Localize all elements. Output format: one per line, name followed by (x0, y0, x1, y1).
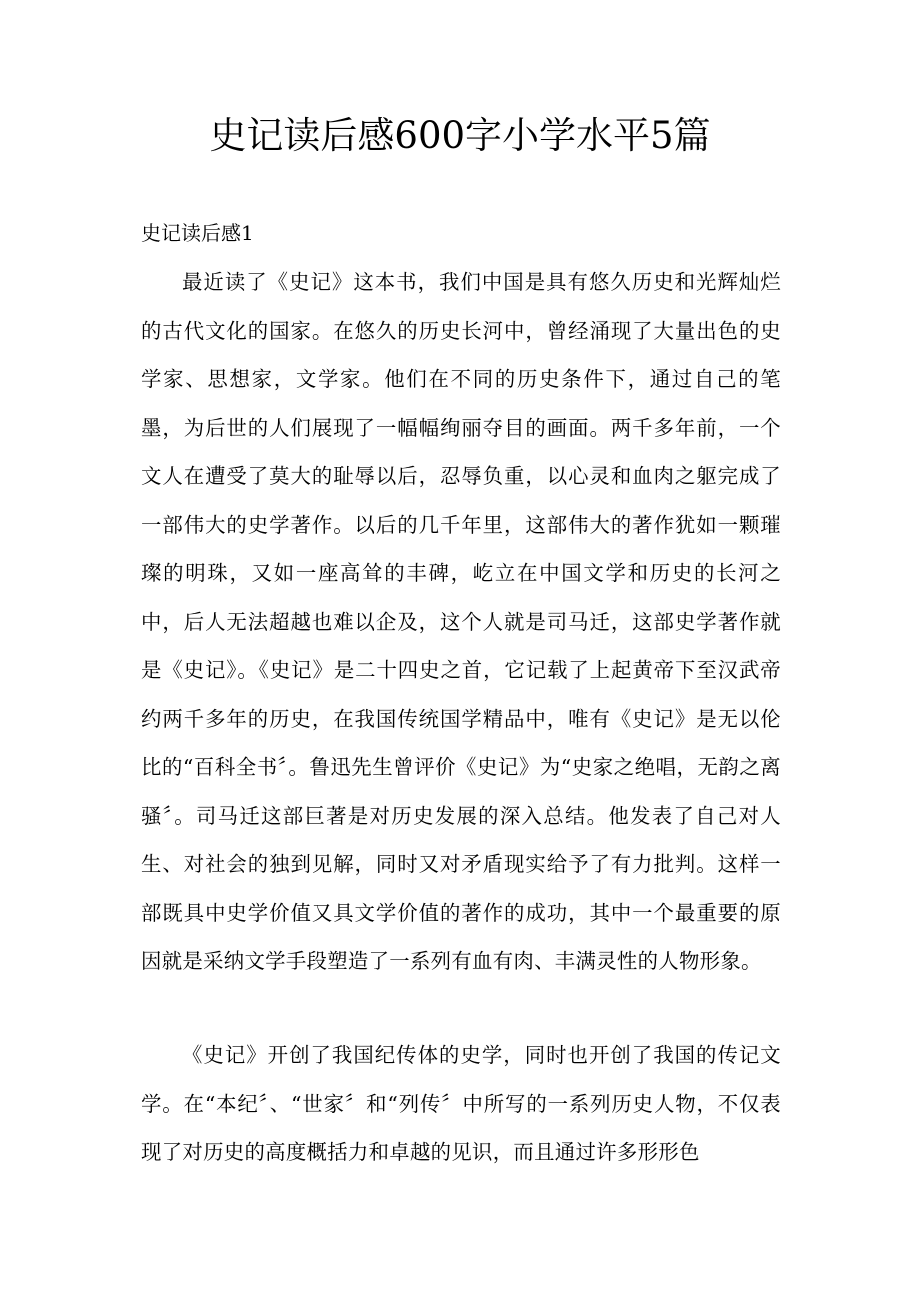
body-paragraph: 最近读了《史记》这本书，我们中国是具有悠久历史和光辉灿烂的古代文化的国家。在悠久的历史长河中，曾经涌现了大量出色的史学家、思想家，文学家。他们在不同的历史条件下，通过自己的笔墨，为后世的人们展现了一幅幅绚丽夺目的画面。两千多年前，一个文人在遭受了莫大的耻辱以后，忍辱负重，以心灵和血肉之躯完成了一部伟大的史学著作。以后的几千年里，这部伟大的著作犹如一颗璀璨的明珠，又如一座高耸的丰碑，屹立在中国文学和历史的长河之中，后人无法超越也难以企及，这个人就是司马迁，这部史学著作就是《史记》。《史记》是二十四史之首，它记载了上起黄帝下至汉武帝约两千多年的历史，在我国传统国学精品中，唯有《史记》是无以伦比的“百科全书〞。鲁迅先生曾评价《史记》为“史家之绝唱，无韵之离骚〞。司马迁这部巨著是对历史发展的深入总结。他发表了自己对人生、对社会的独到见解，同时又对矛盾现实给予了有力批判。这样一部既具中史学价值又具文学价值的著作的成功，其中一个最重要的原因就是采纳文学手段塑造了一系列有血有肉、丰满灵性的人物形象。 (141, 270, 781, 973)
body-paragraph: 《史记》开创了我国纪传体的史学，同时也开创了我国的传记文学。在“本纪〞、“世家〞和“列传〞中所写的一系列历史人物，不仅表现了对历史的高度概括力和卓越的见识，而且通过许多形形色 (141, 1043, 781, 1164)
section-heading: 史记读后感1 (141, 221, 254, 245)
document-title: 史记读后感600字小学水平5篇 (209, 114, 711, 157)
